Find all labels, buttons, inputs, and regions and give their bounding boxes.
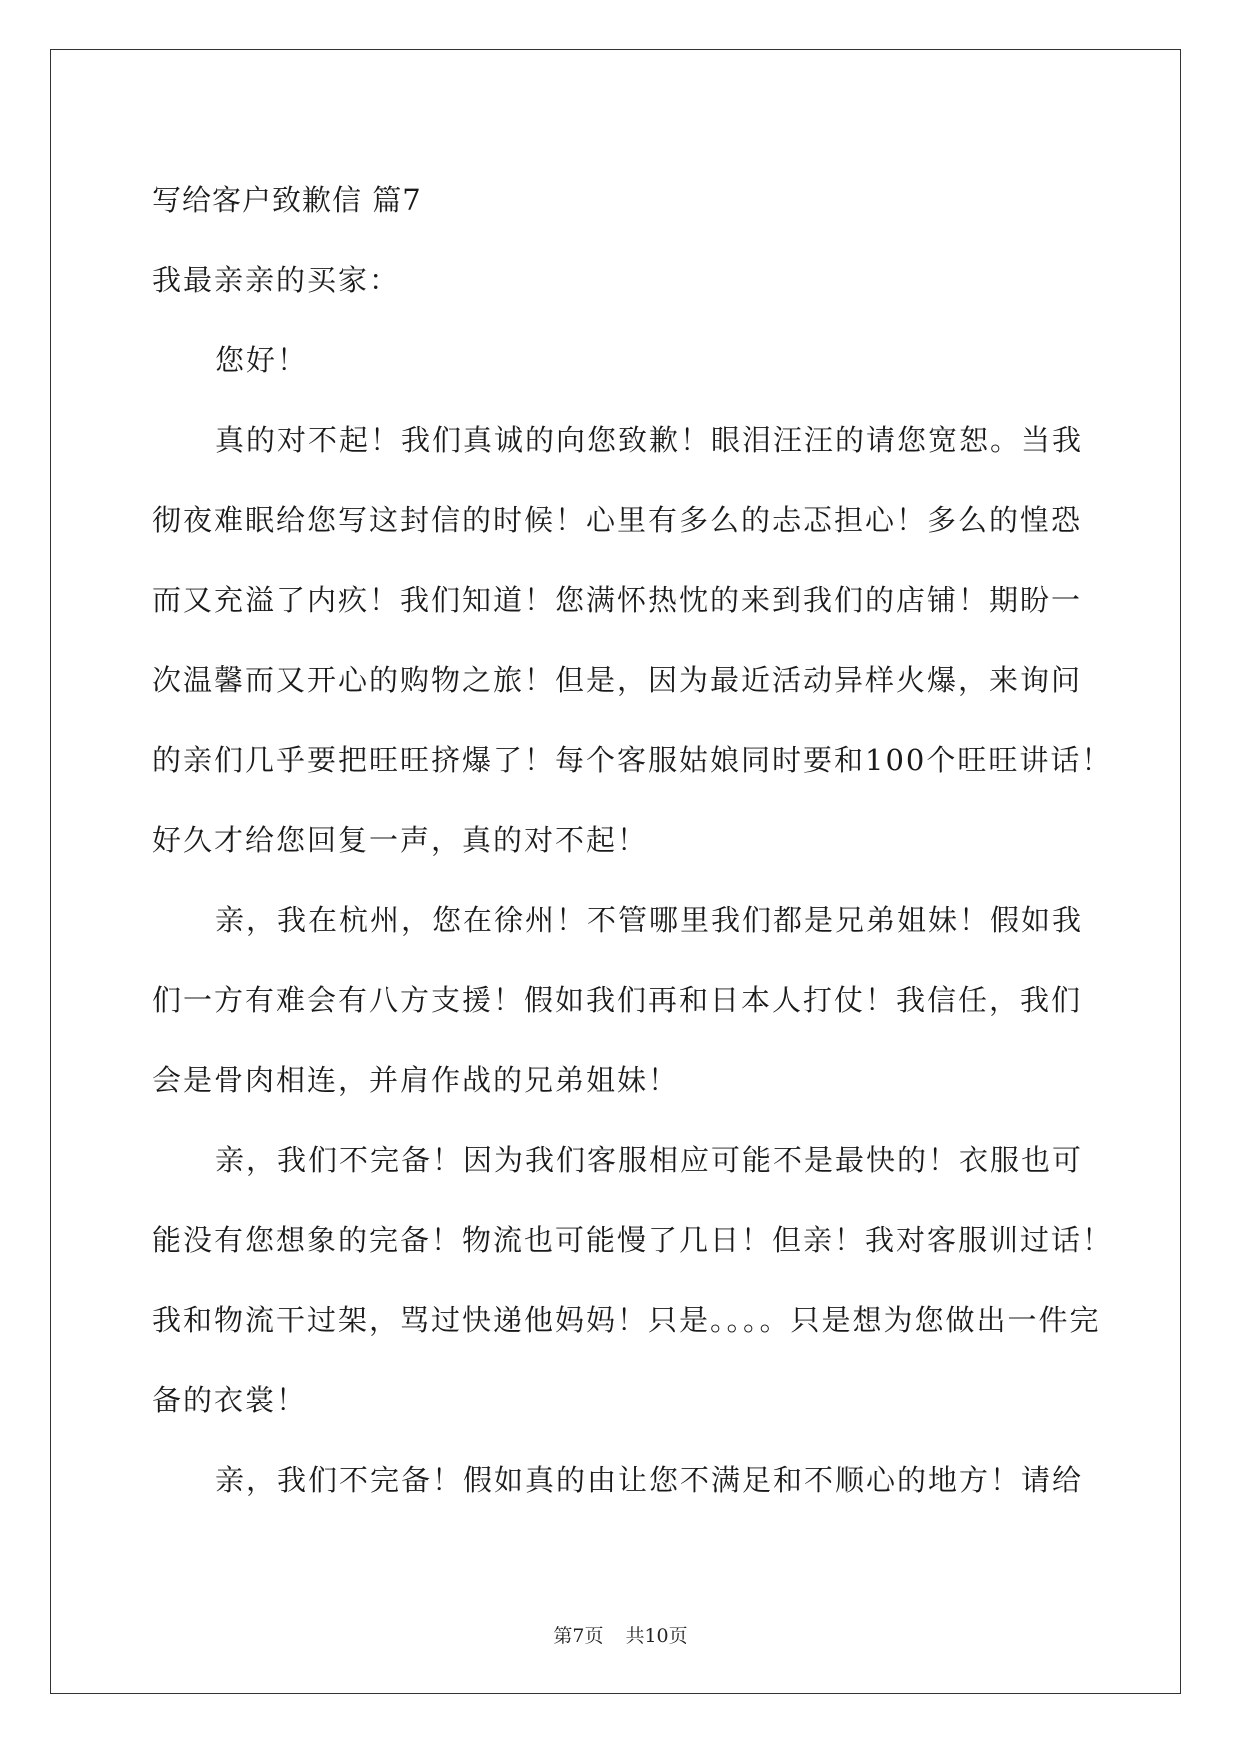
paragraph-4-line: 亲，我们不完备！假如真的由让您不满足和不顺心的地方！请给: [215, 1463, 1084, 1497]
paragraph-1-line: 次温馨而又开心的购物之旅！但是，因为最近活动异样火爆，来询问: [152, 663, 1083, 697]
document-body: [152, 160, 1114, 1520]
paragraph-1-line: 的亲们几乎要把旺旺挤爆了！每个客服姑娘同时要和100个旺旺讲话！: [152, 743, 1113, 777]
paragraph-2-line: 会是骨肉相连，并肩作战的兄弟姐妹！: [152, 1063, 680, 1097]
page-footer: [0, 1621, 1241, 1648]
paragraph-1-line: 彻夜难眠给您写这封信的时候！心里有多么的忐忑担心！多么的惶恐: [152, 503, 1083, 537]
paragraph-3-line: 能没有您想象的完备！物流也可能慢了几日！但亲！我对客服训过话！: [152, 1223, 1114, 1257]
page-number: 第7页: [553, 1625, 604, 1647]
document-title: 写给客户致歉信 篇7: [152, 183, 422, 217]
page-total: 共10页: [625, 1625, 688, 1647]
salutation: 我最亲亲的买家：: [152, 263, 401, 297]
paragraph-3-line: 亲，我们不完备！因为我们客服相应可能不是最快的！衣服也可: [215, 1143, 1084, 1177]
paragraph-1-line: 真的对不起！我们真诚的向您致歉！眼泪汪汪的请您宽恕。当我: [215, 423, 1084, 457]
paragraph-3-line: 我和物流干过架，骂过快递他妈妈！只是。。。。只是想为您做出一件完: [152, 1303, 1101, 1337]
greeting: 您好！: [215, 343, 309, 377]
paragraph-1-line: 好久才给您回复一声，真的对不起！: [152, 823, 649, 857]
paragraph-2-line: 亲，我在杭州，您在徐州！不管哪里我们都是兄弟姐妹！假如我: [215, 903, 1084, 937]
paragraph-3-line: 备的衣裳！: [152, 1383, 308, 1417]
paragraph-2-line: 们一方有难会有八方支援！假如我们再和日本人打仗！我信任，我们: [152, 983, 1083, 1017]
paragraph-1-line: 而又充溢了内疚！我们知道！您满怀热忱的来到我们的店铺！期盼一: [152, 583, 1083, 617]
